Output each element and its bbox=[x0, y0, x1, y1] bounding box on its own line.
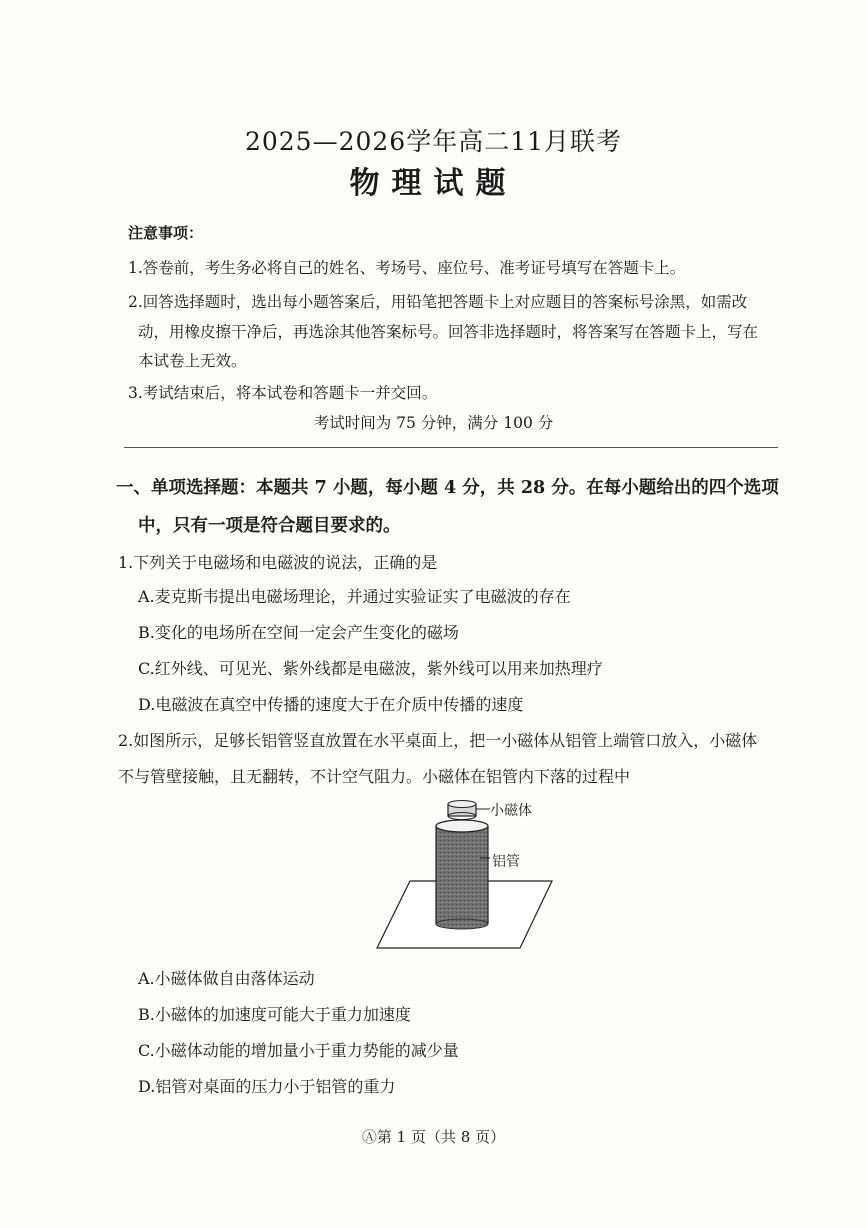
exam-info: 考试时间为 75 分钟，满分 100 分 bbox=[313, 414, 554, 432]
section-1-heading-line-2: 中，只有一项是符合题目要求的。 bbox=[138, 516, 401, 536]
notice-item-2-line-1: 2.回答选择题时，选出每小题答案后，用铅笔把答题卡上对应题目的答案标号涂黑，如需改 bbox=[128, 293, 748, 311]
notice-item-2-line-2: 动，用橡皮擦干净后，再选涂其他答案标号。回答非选择题时，将答案写在答题卡上，写在 bbox=[138, 323, 759, 341]
notice-item-2-line-3: 本试卷上无效。 bbox=[138, 352, 247, 370]
question-2-option-c: C.小磁体动能的增加量小于重力势能的减少量 bbox=[138, 1041, 459, 1060]
subject-title: 物理试题 bbox=[349, 166, 518, 201]
question-2-option-b: B.小磁体的加速度可能大于重力加速度 bbox=[138, 1005, 411, 1024]
divider-line bbox=[124, 447, 778, 448]
page-footer: Ⓐ第 1 页（共 8 页） bbox=[361, 1128, 506, 1146]
tube-diagram bbox=[370, 798, 570, 954]
exam-title: 2025—2026学年高二11月联考 bbox=[244, 127, 623, 156]
aluminum-tube-figure bbox=[370, 798, 570, 954]
question-1-option-a: A.麦克斯韦提出电磁场理论，并通过实验证实了电磁波的存在 bbox=[138, 587, 571, 606]
question-2-option-a: A.小磁体做自由落体运动 bbox=[138, 969, 315, 988]
question-1-stem: 1.下列关于电磁场和电磁波的说法，正确的是 bbox=[118, 553, 438, 572]
notice-item-3: 3.考试结束后，将本试卷和答题卡一并交回。 bbox=[128, 384, 438, 402]
tube-label: 铝管 bbox=[492, 854, 520, 870]
notice-item-1: 1.答卷前，考生务必将自己的姓名、考场号、座位号、准考证号填写在答题卡上。 bbox=[128, 259, 686, 277]
question-2-stem-line-2: 不与管壁接触，且无翻转，不计空气阻力。小磁体在铝管内下落的过程中 bbox=[118, 767, 631, 786]
question-1-option-d: D.电磁波在真空中传播的速度大于在介质中传播的速度 bbox=[138, 695, 524, 714]
magnet-label: 小磁体 bbox=[490, 803, 532, 819]
question-1-option-c: C.红外线、可见光、紫外线都是电磁波，紫外线可以用来加热理疗 bbox=[138, 659, 603, 678]
aluminum-tube bbox=[436, 826, 488, 924]
question-2-option-d: D.铝管对桌面的压力小于铝管的重力 bbox=[138, 1077, 396, 1096]
notice-heading: 注意事项： bbox=[128, 224, 204, 242]
question-1-option-b: B.变化的电场所在空间一定会产生变化的磁场 bbox=[138, 623, 459, 642]
question-2-stem-line-1: 2.如图所示，足够长铝管竖直放置在水平桌面上，把一小磁体从铝管上端管口放入，小磁体 bbox=[118, 731, 758, 750]
section-1-heading-line-1: 一、单项选择题：本题共 7 小题，每小题 4 分，共 28 分。在每小题给出的四个选项 bbox=[116, 478, 779, 498]
